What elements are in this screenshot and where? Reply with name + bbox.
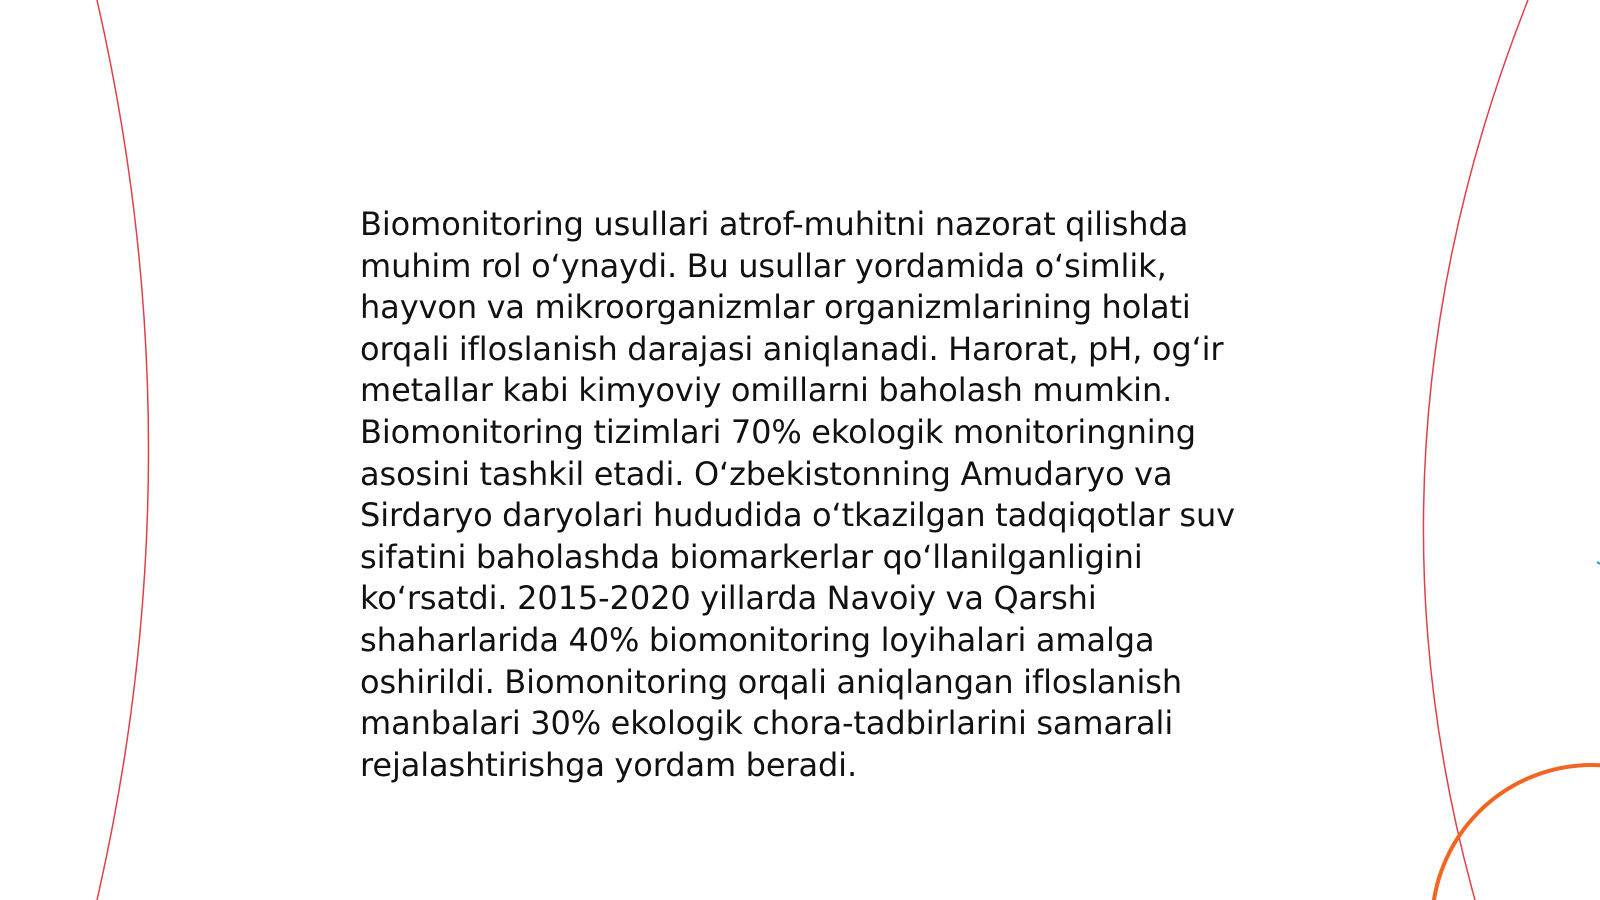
body-text: Biomonitoring usullari atrof-muhitni nazorat qilishda muhim rol oʻynaydi. Bu usullar yordamida oʻsimlik, hayvon va mikroorganizmlar organizmlarining holati orqali ifloslanish darajasi aniqlanadi. Harorat, pH, ogʻir metallar kabi kimyoviy omillarni baholash mumkin. Biomonitoring tizimlari 70% ekologik monitoringning asosini tashkil etadi. Oʻzbekistonning Amudaryo va Sirdaryo daryolari hududida oʻtkazilgan tadqiqotlar suv sifatini baholashda biomarkerlar qoʻllanilganligini koʻrsatdi. 2015-2020 yillarda Navoiy va Qarshi shaharlarida 40% biomonitoring loyihalari amalga oshirildi. Biomonitoring orqali aniqlangan ifloslanish manbalari 30% ekologik chora-tadbirlarini samarali rejalashtirishga yordam beradi. <box>360 205 1235 784</box>
left-arc <box>97 0 149 900</box>
right-arc <box>1423 0 1528 900</box>
